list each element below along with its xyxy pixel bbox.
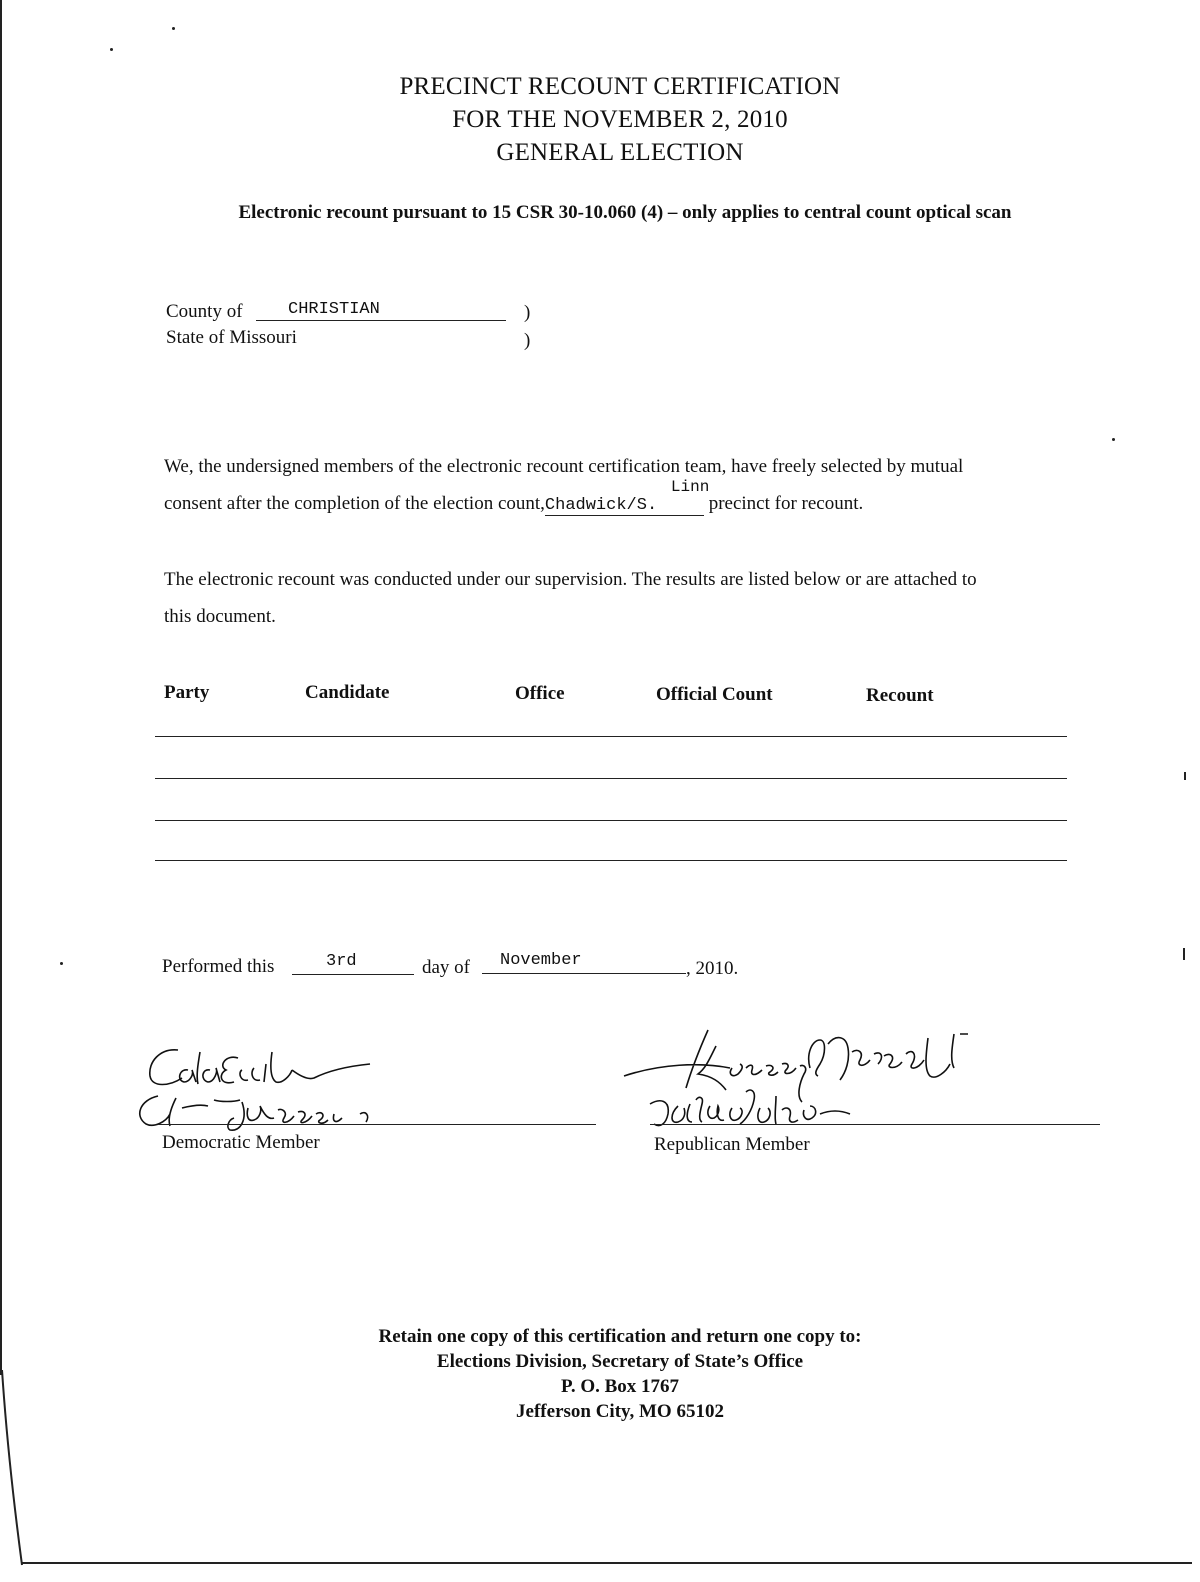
table-row-line — [155, 736, 1067, 737]
title-line-3: GENERAL ELECTION — [496, 139, 744, 166]
title-line-2: FOR THE NOVEMBER 2, 2010 — [452, 106, 788, 133]
scan-speck — [110, 48, 113, 51]
footer-line-2: Elections Division, Secretary of State’s Office — [436, 1351, 804, 1372]
scan-speck — [1183, 948, 1185, 960]
table-row-line — [155, 820, 1067, 821]
scan-speck — [1184, 772, 1186, 780]
day-value: 3rd — [326, 952, 357, 971]
statement-before: consent after the completion of the election count, — [164, 493, 545, 514]
scan-edge-left — [0, 0, 2, 1375]
performed-prefix: Performed this — [162, 956, 275, 977]
scan-speck — [60, 962, 63, 965]
paren: ) — [524, 302, 531, 323]
footer-line-3: P. O. Box 1767 — [560, 1376, 680, 1397]
democratic-signature-line — [158, 1124, 596, 1125]
return-instructions — [300, 1324, 940, 1424]
table-row-line — [155, 860, 1067, 861]
statement-line-2 — [164, 478, 864, 516]
footer-line-4: Jefferson City, MO 65102 — [516, 1401, 724, 1422]
precinct-value: Chadwick/S. — [544, 496, 658, 515]
day-field — [292, 954, 414, 975]
column-header-official-count: Official Count — [656, 684, 773, 705]
footer-line-1: Retain one copy of this certification and return one copy to: — [378, 1326, 862, 1347]
column-header-party: Party — [164, 682, 210, 703]
column-header-office: Office — [515, 683, 565, 704]
column-header-candidate: Candidate — [305, 682, 390, 703]
scan-speck — [1112, 438, 1115, 441]
supervision-line-1: The electronic recount was conducted under our supervision. The results are listed below or are attached to — [164, 569, 977, 590]
performed-suffix: , 2010. — [686, 958, 739, 979]
county-label: County of — [166, 301, 243, 322]
republican-signature-line — [650, 1124, 1100, 1125]
republican-member-label: Republican Member — [654, 1134, 810, 1155]
democratic-member-label: Democratic Member — [162, 1132, 320, 1153]
paren: ) — [524, 330, 531, 351]
column-header-recount: Recount — [866, 685, 934, 706]
scan-speck — [172, 27, 175, 30]
precinct-field — [544, 478, 710, 516]
supervision-line-2: this document. — [164, 606, 276, 627]
county-value: CHRISTIAN — [288, 300, 380, 319]
state-label: State of Missouri — [166, 327, 297, 348]
subtitle: Electronic recount pursuant to 15 CSR 30-10.060 (4) – only applies to central count optical scan — [238, 202, 1012, 223]
month-value: November — [500, 951, 582, 970]
county-field — [256, 300, 506, 321]
title-line-1: PRECINCT RECOUNT CERTIFICATION — [399, 73, 841, 100]
democratic-signatures — [130, 1040, 410, 1140]
precinct-superscript: Linn — [670, 478, 710, 496]
scan-edge-bottom — [22, 1562, 1192, 1564]
scan-edge-curl — [0, 1370, 28, 1570]
table-row-line — [155, 778, 1067, 779]
statement-line-1: We, the undersigned members of the electronic recount certification team, have freely selected by mutual — [164, 456, 964, 477]
performed-middle: day of — [422, 957, 471, 978]
month-field — [482, 953, 686, 974]
statement-after: precinct for recount. — [708, 493, 864, 514]
